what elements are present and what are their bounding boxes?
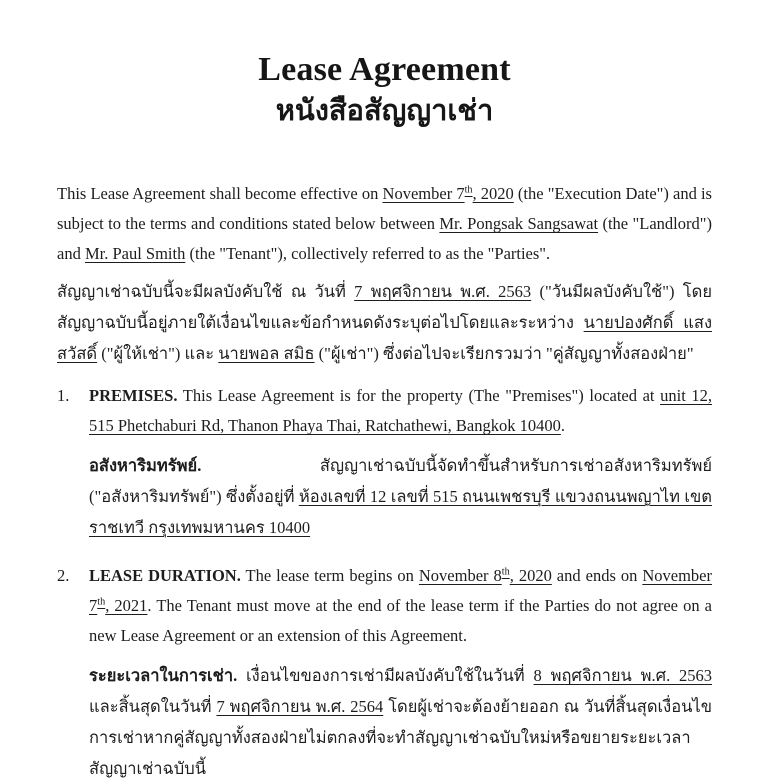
section-premises-number: 1. [57,386,70,406]
section-lease-duration-number: 2. [57,566,70,586]
document-title-thai: หนังสือสัญญาเช่า [275,95,494,128]
intro-paragraph-english: This Lease Agreement shall become effective on November 7th, 2020 (the "Execution Date") and is subject to the terms and conditions stated below between Mr. Pongsak Sangsawat (the "Landlord") and Mr. Paul Smith (the "Tenant"), collectively referred to as the "Parties". [57,184,712,264]
intro-paragraph-thai: สัญญาเช่าฉบับนี้จะมีผลบังคับใช้ ณ วันที่ 7 พฤศจิกายน พ.ศ. 2563 ("วันมีผลบังคับใช้") โดยสัญญาฉบับนี้อยู่ภายใต้เงื่อนไขและข้อกำหนดดังระบุต่อไปโดยและระหว่าง นายปองศักดิ์ แสงสวัสดิ์ ("ผู้ให้เช่า") และ นายพอล สมิธ ("ผู้เช่า") ซึ่งต่อไปจะเรียกรวมว่า "คู่สัญญาทั้งสองฝ่าย" [57,282,712,364]
section-premises-paragraph-english: PREMISES. This Lease Agreement is for the property (The "Premises") located at unit 12, 515 Phetchaburi Rd, Thanon Phaya Thai, Ratchathewi, Bangkok 10400. [89,386,713,436]
section-lease-duration-body [89,561,712,784]
section-lease-duration-paragraph-english: LEASE DURATION. The lease term begins on November 8th, 2020 and ends on November 7th, 2021. The Tenant must move at the end of the lease term if the Parties do not agree on a new Lease Agreement or an extension of this Agreement. [89,566,713,646]
document-title: Lease Agreement [258,51,511,88]
section-premises-paragraph-thai: อสังหาริมทรัพย์. สัญญาเช่าฉบับนี้จัดทำขึ้นสำหรับการเช่าอสังหาริมทรัพย์ ("อสังหาริมทรัพย์") ซึ่งตั้งอยู่ที่ ห้องเลขที่ 12 เลขที่ 515 ถนนเพชรบุรี แขวงถนนพญาไท เขตราชเทวี กรุงเทพมหานคร 10400 [89,456,712,538]
section-premises [57,381,712,543]
section-lease-duration-paragraph-thai: ระยะเวลาในการเช่า. เงื่อนไขของการเช่ามีผลบังคับใช้ในวันที่ 8 พฤศจิกายน พ.ศ. 2563 และสิ้นสุดในวันที่ 7 พฤศจิกายน พ.ศ. 2564 โดยผู้เช่าจะต้องย้ายออก ณ วันที่สิ้นสุดเงื่อนไขการเช่าหากคู่สัญญาทั้งสองฝ่ายไม่ตกลงที่จะทำสัญญาเช่าฉบับใหม่หรือขยายระยะเวลาสัญญาเช่าฉบับนี้ [89,666,713,779]
section-lease-duration [57,561,712,784]
section-premises-body [89,381,712,543]
